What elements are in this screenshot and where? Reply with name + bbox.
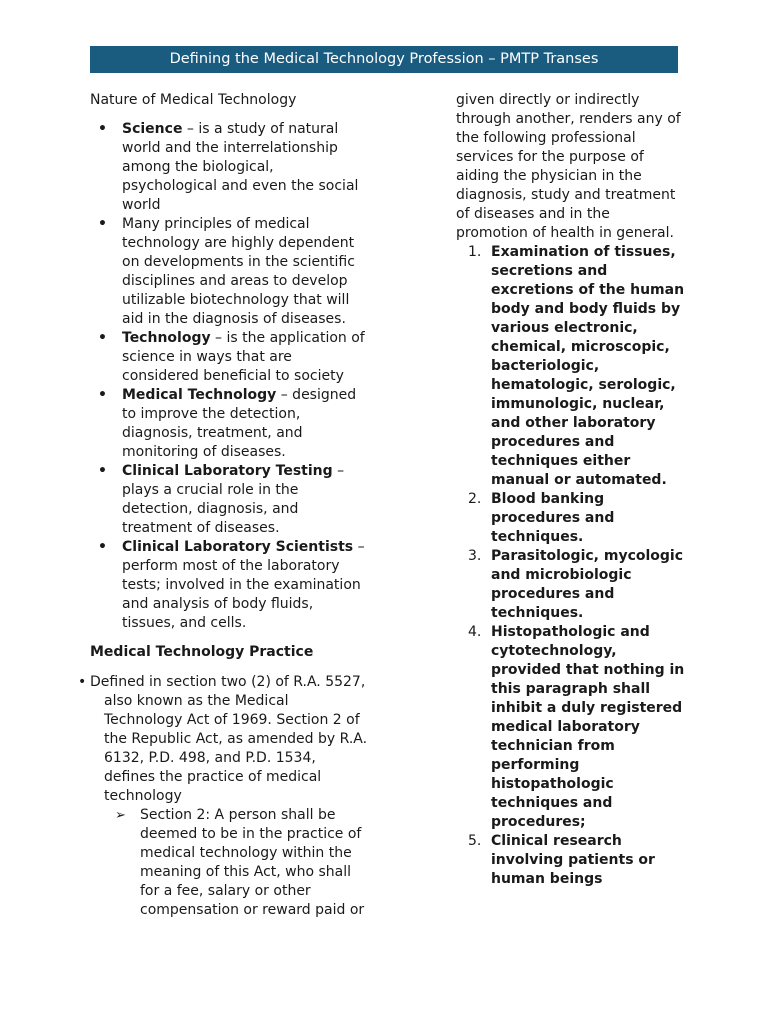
arrow-bullet-icon: ➢ bbox=[115, 808, 126, 823]
section-heading: Nature of Medical Technology bbox=[90, 92, 297, 108]
definition-text: – designed to improve the detection, diagnosis, treatment, and monitoring of diseases. bbox=[122, 387, 357, 460]
list-item bbox=[122, 538, 370, 633]
list-item bbox=[122, 329, 370, 386]
services-list bbox=[456, 243, 686, 889]
definition-text: – perform most of the laboratory tests; involved in the examination and analysis of body fluids, tissues, and cells. bbox=[122, 539, 365, 631]
list-item bbox=[468, 623, 686, 832]
item-text: Histopathologic and cytotechnology, provided that nothing in this paragraph shall inhibit a duly registered medical laboratory technician from performing histopathologic techniques and procedures; bbox=[491, 624, 685, 830]
term: Technology bbox=[122, 330, 211, 346]
list-item bbox=[122, 120, 370, 215]
left-column bbox=[78, 91, 370, 920]
term: Clinical Laboratory Testing bbox=[122, 463, 333, 479]
item-text: Parasitologic, mycologic and microbiologic procedures and techniques. bbox=[491, 548, 684, 621]
section-2-text: Section 2: A person shall be deemed to be in the practice of medical technology within the meaning of this Act, who shall for a fee, salary or other compensation or reward paid or bbox=[140, 807, 365, 918]
definition-text: – plays a crucial role in the detection, diagnosis, and treatment of diseases. bbox=[122, 463, 345, 536]
list-item bbox=[468, 490, 686, 547]
definition-text: – is a study of natural world and the interrelationship among the biological, psychological and even the social world bbox=[122, 121, 359, 213]
term: Science bbox=[122, 121, 183, 137]
item-number: 1. bbox=[468, 244, 482, 260]
list-item bbox=[122, 462, 370, 538]
definition-list bbox=[90, 120, 370, 633]
definition-text: Many principles of medical technology are highly dependent on developments in the scientific disciplines and areas to develop utilizable biotechnology that will aid in the diagnosis of diseases. bbox=[122, 216, 355, 327]
item-text: Examination of tissues, secretions and excretions of the human body and body fluids by various electronic, chemical, microscopic, bacteriologic, hematologic, serologic, immunologic, nuclear, and other laboratory procedures and techniques either manual or automated. bbox=[491, 244, 685, 488]
defined-paragraph bbox=[78, 673, 370, 806]
continuation-paragraph: given directly or indirectly through another, renders any of the following professional services for the purpose of aiding the physician in the diagnosis, study and treatment of diseases and in the promotion of health in general. bbox=[456, 92, 681, 241]
term: Medical Technology bbox=[122, 387, 277, 403]
section-2-paragraph bbox=[90, 806, 370, 920]
item-number: 4. bbox=[468, 624, 482, 640]
list-item bbox=[122, 386, 370, 462]
item-number: 3. bbox=[468, 548, 482, 564]
item-number: 5. bbox=[468, 833, 482, 849]
defined-text: Defined in section two (2) of R.A. 5527, also known as the Medical Technology Act of 1969. Section 2 of the Republic Act, as amended by R.A. 6132, P.D. 498, and P.D. 1534, defines the practice of medical technology bbox=[90, 674, 368, 804]
list-item bbox=[468, 243, 686, 490]
item-number: 2. bbox=[468, 491, 482, 507]
list-item bbox=[468, 547, 686, 623]
item-text: Clinical research involving patients or human beings bbox=[491, 833, 655, 887]
bullet-icon: • bbox=[78, 674, 87, 690]
item-text: Blood banking procedures and techniques. bbox=[491, 491, 615, 545]
practice-heading: Medical Technology Practice bbox=[90, 644, 314, 660]
term: Clinical Laboratory Scientists bbox=[122, 539, 354, 555]
definition-text: – is the application of science in ways that are considered beneficial to society bbox=[122, 330, 365, 384]
page-title-banner: Defining the Medical Technology Profession – PMTP Transes bbox=[90, 46, 678, 73]
right-column bbox=[456, 91, 686, 889]
list-item bbox=[468, 832, 686, 889]
list-item bbox=[122, 215, 370, 329]
